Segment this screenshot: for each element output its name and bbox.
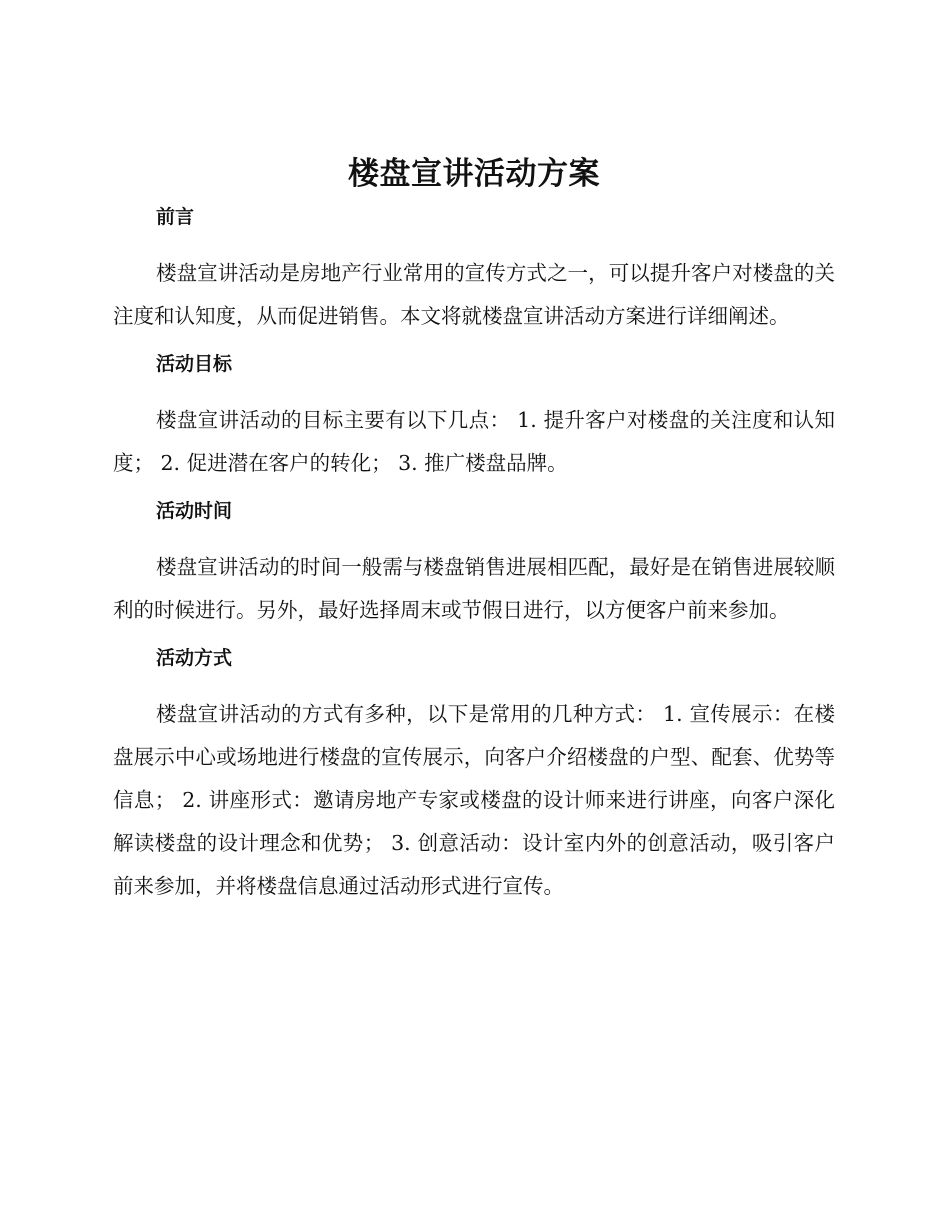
section-heading: 活动方式: [156, 647, 233, 669]
section-heading: 活动目标: [156, 353, 233, 375]
section-heading: 前言: [156, 206, 195, 228]
section-methods: [113, 643, 835, 908]
section-heading: 活动时间: [156, 500, 233, 522]
document-content: [113, 148, 835, 919]
section-paragraph: 楼盘宣讲活动的方式有多种，以下是常用的几种方式： 1. 宣传展示：在楼盘展示中心或场地进行楼盘的宣传展示，向客户介绍楼盘的户型、配套、优势等信息； 2. 讲座形式：邀请房地产专家或楼盘的设计师来进行讲座，向客户深化解读楼盘的设计理念和优势； 3. 创意活动：设计室内外的创意活动，吸引客户前来参加，并将楼盘信息通过活动形式进行宣传。: [113, 702, 835, 898]
section-preface: [113, 202, 835, 338]
section-paragraph: 楼盘宣讲活动的目标主要有以下几点： 1. 提升客户对楼盘的关注度和认知度； 2. 促进潜在客户的转化； 3. 推广楼盘品牌。: [113, 408, 835, 475]
section-time: [113, 496, 835, 632]
section-paragraph: 楼盘宣讲活动的时间一般需与楼盘销售进展相匹配，最好是在销售进展较顺利的时候进行。另外，最好选择周末或节假日进行，以方便客户前来参加。: [113, 555, 835, 622]
section-goals: [113, 349, 835, 485]
section-paragraph: 楼盘宣讲活动是房地产行业常用的宣传方式之一，可以提升客户对楼盘的关注度和认知度，从而促进销售。本文将就楼盘宣讲活动方案进行详细阐述。: [113, 261, 835, 328]
document-title: 楼盘宣讲活动方案: [348, 156, 600, 192]
